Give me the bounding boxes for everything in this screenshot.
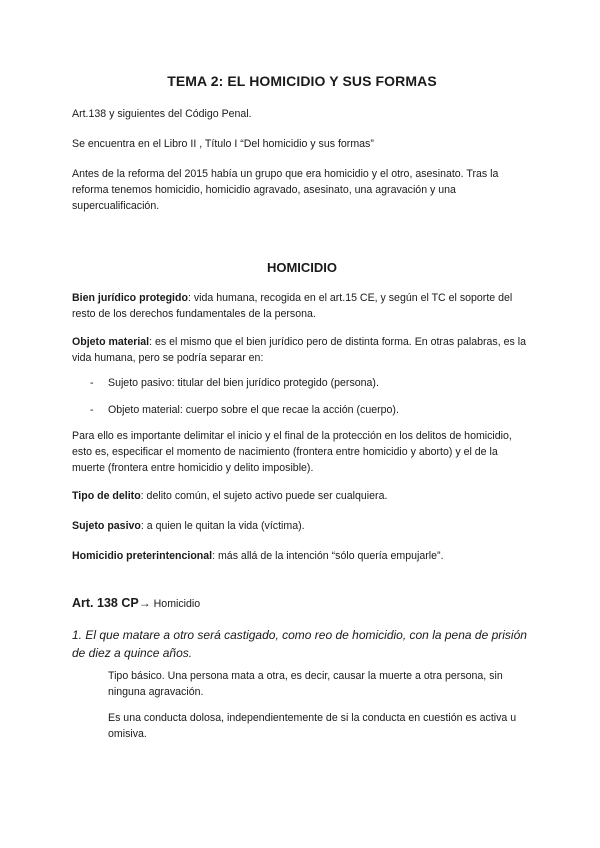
article-topic: Homicidio [150,598,201,610]
article-heading [72,596,200,610]
paragraph-reform: Antes de la reforma del 2015 había un grupo que era homicidio y el otro, asesinato. Tras la reforma tenemos homicidio, homicidio agravado, asesinato, una agravación y una supercualificación. [72,168,499,212]
paragraph-bien-juridico [72,290,532,322]
paragraph-delimitar: Para ello es importante delimitar el inicio y el final de la protección en los delitos de homicidio, esto es, especificar el momento de nacimiento (frontera entre homicidio y aborto) y el de la muerte (frontera entre homicidio y delito imposible). [72,430,512,474]
text-bien-juridico: : vida humana, recogida en el art.15 CE, y según el TC el soporte del resto de los derechos fundamentales de la persona. [72,292,513,320]
text-sujeto-pasivo: : a quien le quitan la vida (víctima). [140,520,305,532]
article-quote: 1. El que matare a otro será castigado, como reo de homicidio, con la pena de prisión de diez a quince años. [72,628,527,660]
list-item-text: Objeto material: cuerpo sobre el que recae la acción (cuerpo). [108,404,399,416]
paragraph-tipo-delito [72,488,532,504]
text-preterintencional: : más allá de la intención “sólo quería empujarle”. [212,550,444,562]
term-sujeto-pasivo: Sujeto pasivo [72,520,141,532]
paragraph-location: Se encuentra en el Libro II , Título I “Del homicidio y sus formas” [72,138,374,150]
dash-bullet: - [90,377,94,389]
paragraph-sujeto-pasivo [72,518,532,534]
paragraph-conducta-dolosa: Es una conducta dolosa, independientemente de si la conducta en cuestión es activa u omisiva. [108,712,517,740]
term-bien-juridico: Bien jurídico protegido [72,292,188,304]
term-objeto-material: Objeto material [72,336,150,348]
term-tipo-delito: Tipo de delito [72,490,141,502]
article-label: Art. 138 CP [72,596,139,610]
paragraph-objeto-material [72,334,532,366]
dash-bullet: - [90,404,94,416]
page-title: TEMA 2: EL HOMICIDIO Y SUS FORMAS [167,73,437,89]
list-item-text: Sujeto pasivo: titular del bien jurídico protegido (persona). [108,377,379,389]
paragraph-preterintencional [72,548,532,564]
arrow-right-icon: → [138,596,151,610]
text-objeto-material: : es el mismo que el bien jurídico pero de distinta forma. En otras palabras, es la vida humana, pero se podría separar en: [72,336,526,364]
paragraph-tipo-basico: Tipo básico. Una persona mata a otra, es decir, causar la muerte a otra persona, sin ninguna agravación. [108,670,503,698]
list-item [90,375,379,391]
paragraph-articles: Art.138 y siguientes del Código Penal. [72,108,252,120]
term-preterintencional: Homicidio preterintencional [72,550,213,562]
list-item [90,402,399,418]
text-tipo-delito: : delito común, el sujeto activo puede ser cualquiera. [140,490,388,502]
section-heading: HOMICIDIO [266,260,338,275]
